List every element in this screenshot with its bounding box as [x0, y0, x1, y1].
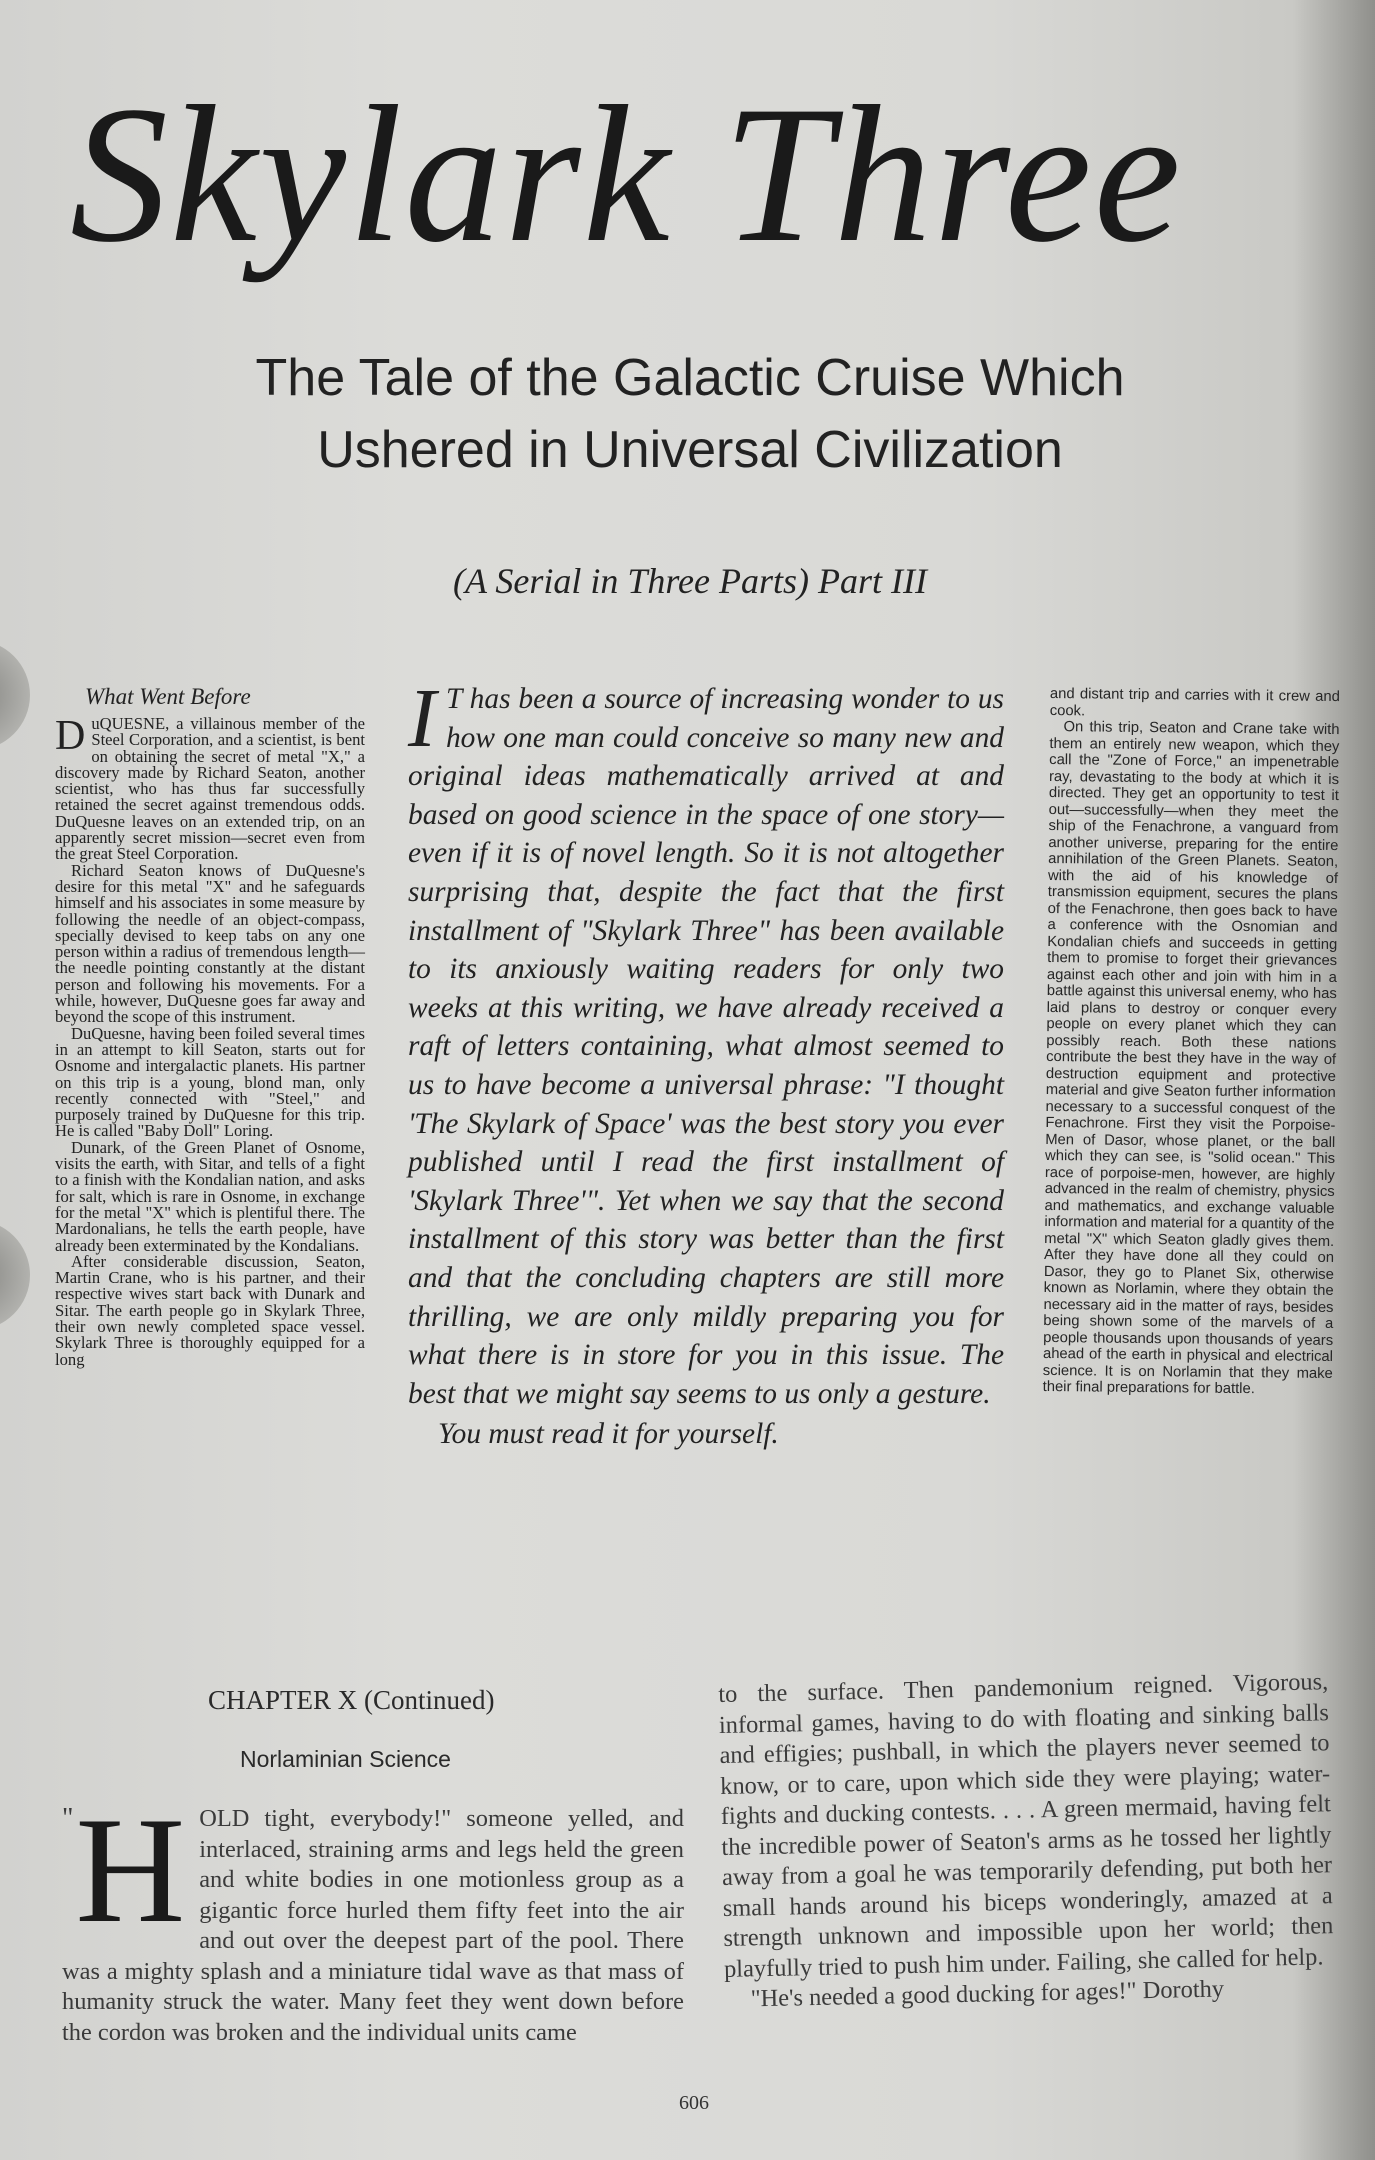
chapter-heading: CHAPTER X (Continued)	[208, 1685, 495, 1715]
story-title: Skylark Three	[70, 66, 1183, 283]
synopsis-paragraph: On this trip, Seaton and Crane take with them an entirely new weapon, which they call the "Zone of Force," an impenetrable ray, devastating to the body at which it is directed. They get an opportunity to test it out—successfully—when they meet the ship of the Fenachrone, a vanguard from another universe, preparing for the entire annihilation of the Green Planets. Seaton, with the aid of his knowledge of transmission equipment, secures the plans of the Fenachrone, then goes back to have a conference with the Osnomian and Kondalian chiefs and succeeds in getting them to promise to forget their grievances against each other and join with him in a battle against this universal enemy, who has laid plans to destroy or conquer every people on every planet which they can possibly reach. Both these nations contribute the best they have in the way of destruction equipment and protective material and give Seaton further information necessary to a successful conquest of the Fenachrone. First they visit the Porpoise-Men of Dasor, whose planet, or the ball which they can see, is "solid ocean." This race of porpoise-men, however, are highly advanced in the realm of chemistry, physics and mathematics, and exchange valuable information and material for a quantity of the metal "X" which Seaton gladly gives them. After they have done all they could on Dasor, they go to Planet Six, otherwise known as Norlamin, where they obtain the necessary aid in the matter of rays, besides being shown some of the marvels of a people thousands upon thousands of years ahead of the earth in physical and electrical science. It is on Norlamin that they make their final preparations for battle.	[1042, 719, 1340, 1398]
paragraph-text: uQUESNE, a villainous member of the Steel Corporation, and a scientist, is bent on obtaining the secret of metal "X," a discovery made by Richard Seaton, another scientist, who has thus far successfully retained the secret against tremendous odds. DuQuesne leaves on an extended trip, on an apparently secret mission—secret even from the great Steel Corporation.	[55, 714, 365, 864]
synopsis-paragraph	[55, 713, 365, 864]
synopsis-column-continued	[1043, 686, 1340, 1398]
synopsis-paragraph: and distant trip and carries with it crew and cook.	[1049, 686, 1340, 719]
open-quote: "	[62, 1803, 74, 1834]
page-number: 606	[679, 2092, 709, 2114]
synopsis-heading: What Went Before	[85, 684, 251, 709]
synopsis-paragraph: Dunark, of the Green Planet of Osnome, visits the earth, with Sitar, and tells of a fight to a finish with the Kondalian nation, and asks for salt, which is rare in Osnome, in exchange for the metal "X" which is plentiful there. The Mardonalians, he tells the earth people, have already been exterminated by the Kondalians.	[55, 1137, 365, 1255]
thumb-shadow	[0, 640, 30, 750]
thumb-shadow	[0, 1220, 30, 1330]
story-subtitle	[80, 342, 1300, 486]
editorial-closing: You must read it for yourself.	[438, 1418, 779, 1451]
story-paragraph: to the surface. Then pandemonium reigned. Vigorous, informal games, having to do with floating and sinking balls and effigies; pushball, in which the players never seemed to know, or to care, upon which side they were playing; water-fights and ducking contests. . . . A green mermaid, having felt the incredible power of Seaton's arms as he tossed her lightly away from a goal he was temporarily defending, put both her small hands around his biceps wonderingly, amazed at a strength unknown and impossible upon her world; then playfully tried to push him under. Failing, she called for help.	[718, 1668, 1334, 1983]
subtitle-line: Ushered in Universal Civilization	[317, 421, 1063, 479]
drop-cap: I	[408, 672, 436, 765]
subtitle-line: The Tale of the Galactic Cruise Which	[255, 349, 1125, 407]
serial-note: (A Serial in Three Parts) Part III	[453, 561, 927, 601]
story-column-right	[718, 1667, 1335, 2015]
drop-cap: H	[75, 1786, 186, 1954]
section-heading: Norlaminian Science	[240, 1746, 451, 1772]
synopsis-paragraph: After considerable discussion, Seaton, Martin Crane, who is his partner, and their respective wives start back with Dunark and Sitar. The earth people go in Skylark Three, their own newly completed space vessel. Skylark Three is thoroughly equipped for a long	[55, 1251, 365, 1369]
synopsis-paragraph: DuQuesne, having been foiled several times in an attempt to kill Seaton, starts out for Osnome and intergalactic planets. His partner on this trip is a young, blond man, only recently connected with "Steel," and purposely trained by DuQuesne for this trip. He is called "Baby Doll" Loring.	[55, 1023, 365, 1141]
drop-cap: D	[55, 713, 86, 759]
editorial-paragraph	[408, 672, 1004, 1413]
synopsis-column	[55, 682, 365, 1368]
story-paragraph: "He's needed a good ducking for ages!" Dorothy	[750, 1975, 1225, 2013]
paragraph-text: OLD tight, everybody!" someone yelled, and interlaced, straining arms and legs held the green and white bodies in one motionless group as a gigantic force hurled them fifty feet into the air and out over the deepest part of the pool. There was a mighty splash and a miniature tidal wave as that mass of humanity struck the water. Many feet they went down before the cordon was broken and the individual units came	[62, 1805, 684, 2046]
editorial-column	[408, 672, 1004, 1454]
story-column-left	[62, 1786, 684, 2048]
paragraph-text: T has been a source of increasing wonder to us how one man could conceive so many new and original ideas mathematically arrived at and based on good science in the space of one story—even if it is of novel length. So it is not altogether surprising that, despite the fact that the first installment of "Skylark Three" has been available to its anxiously waiting readers for only two weeks at this writing, we have already received a raft of letters containing, what almost seemed to us to have become a universal phrase: "I thought 'The Skylark of Space' was the best story you ever published until I read the first installment of 'Skylark Three'". Yet when we say that the second installment of this story was better than the first and that the concluding chapters are still more thrilling, we are only mildly preparing you for what there is in store for you in this issue. The best that we might say seems to us only a gesture.	[408, 683, 1004, 1410]
synopsis-paragraph: Richard Seaton knows of DuQuesne's desire for this metal "X" and he safeguards himself and his associates in some measure by following the needle of an object-compass, specially devised to keep tabs on any one person within a radius of tremendous length—the needle pointing constantly at the distant person and following his movements. For a while, however, DuQuesne goes far away and beyond the scope of this instrument.	[55, 860, 365, 1027]
